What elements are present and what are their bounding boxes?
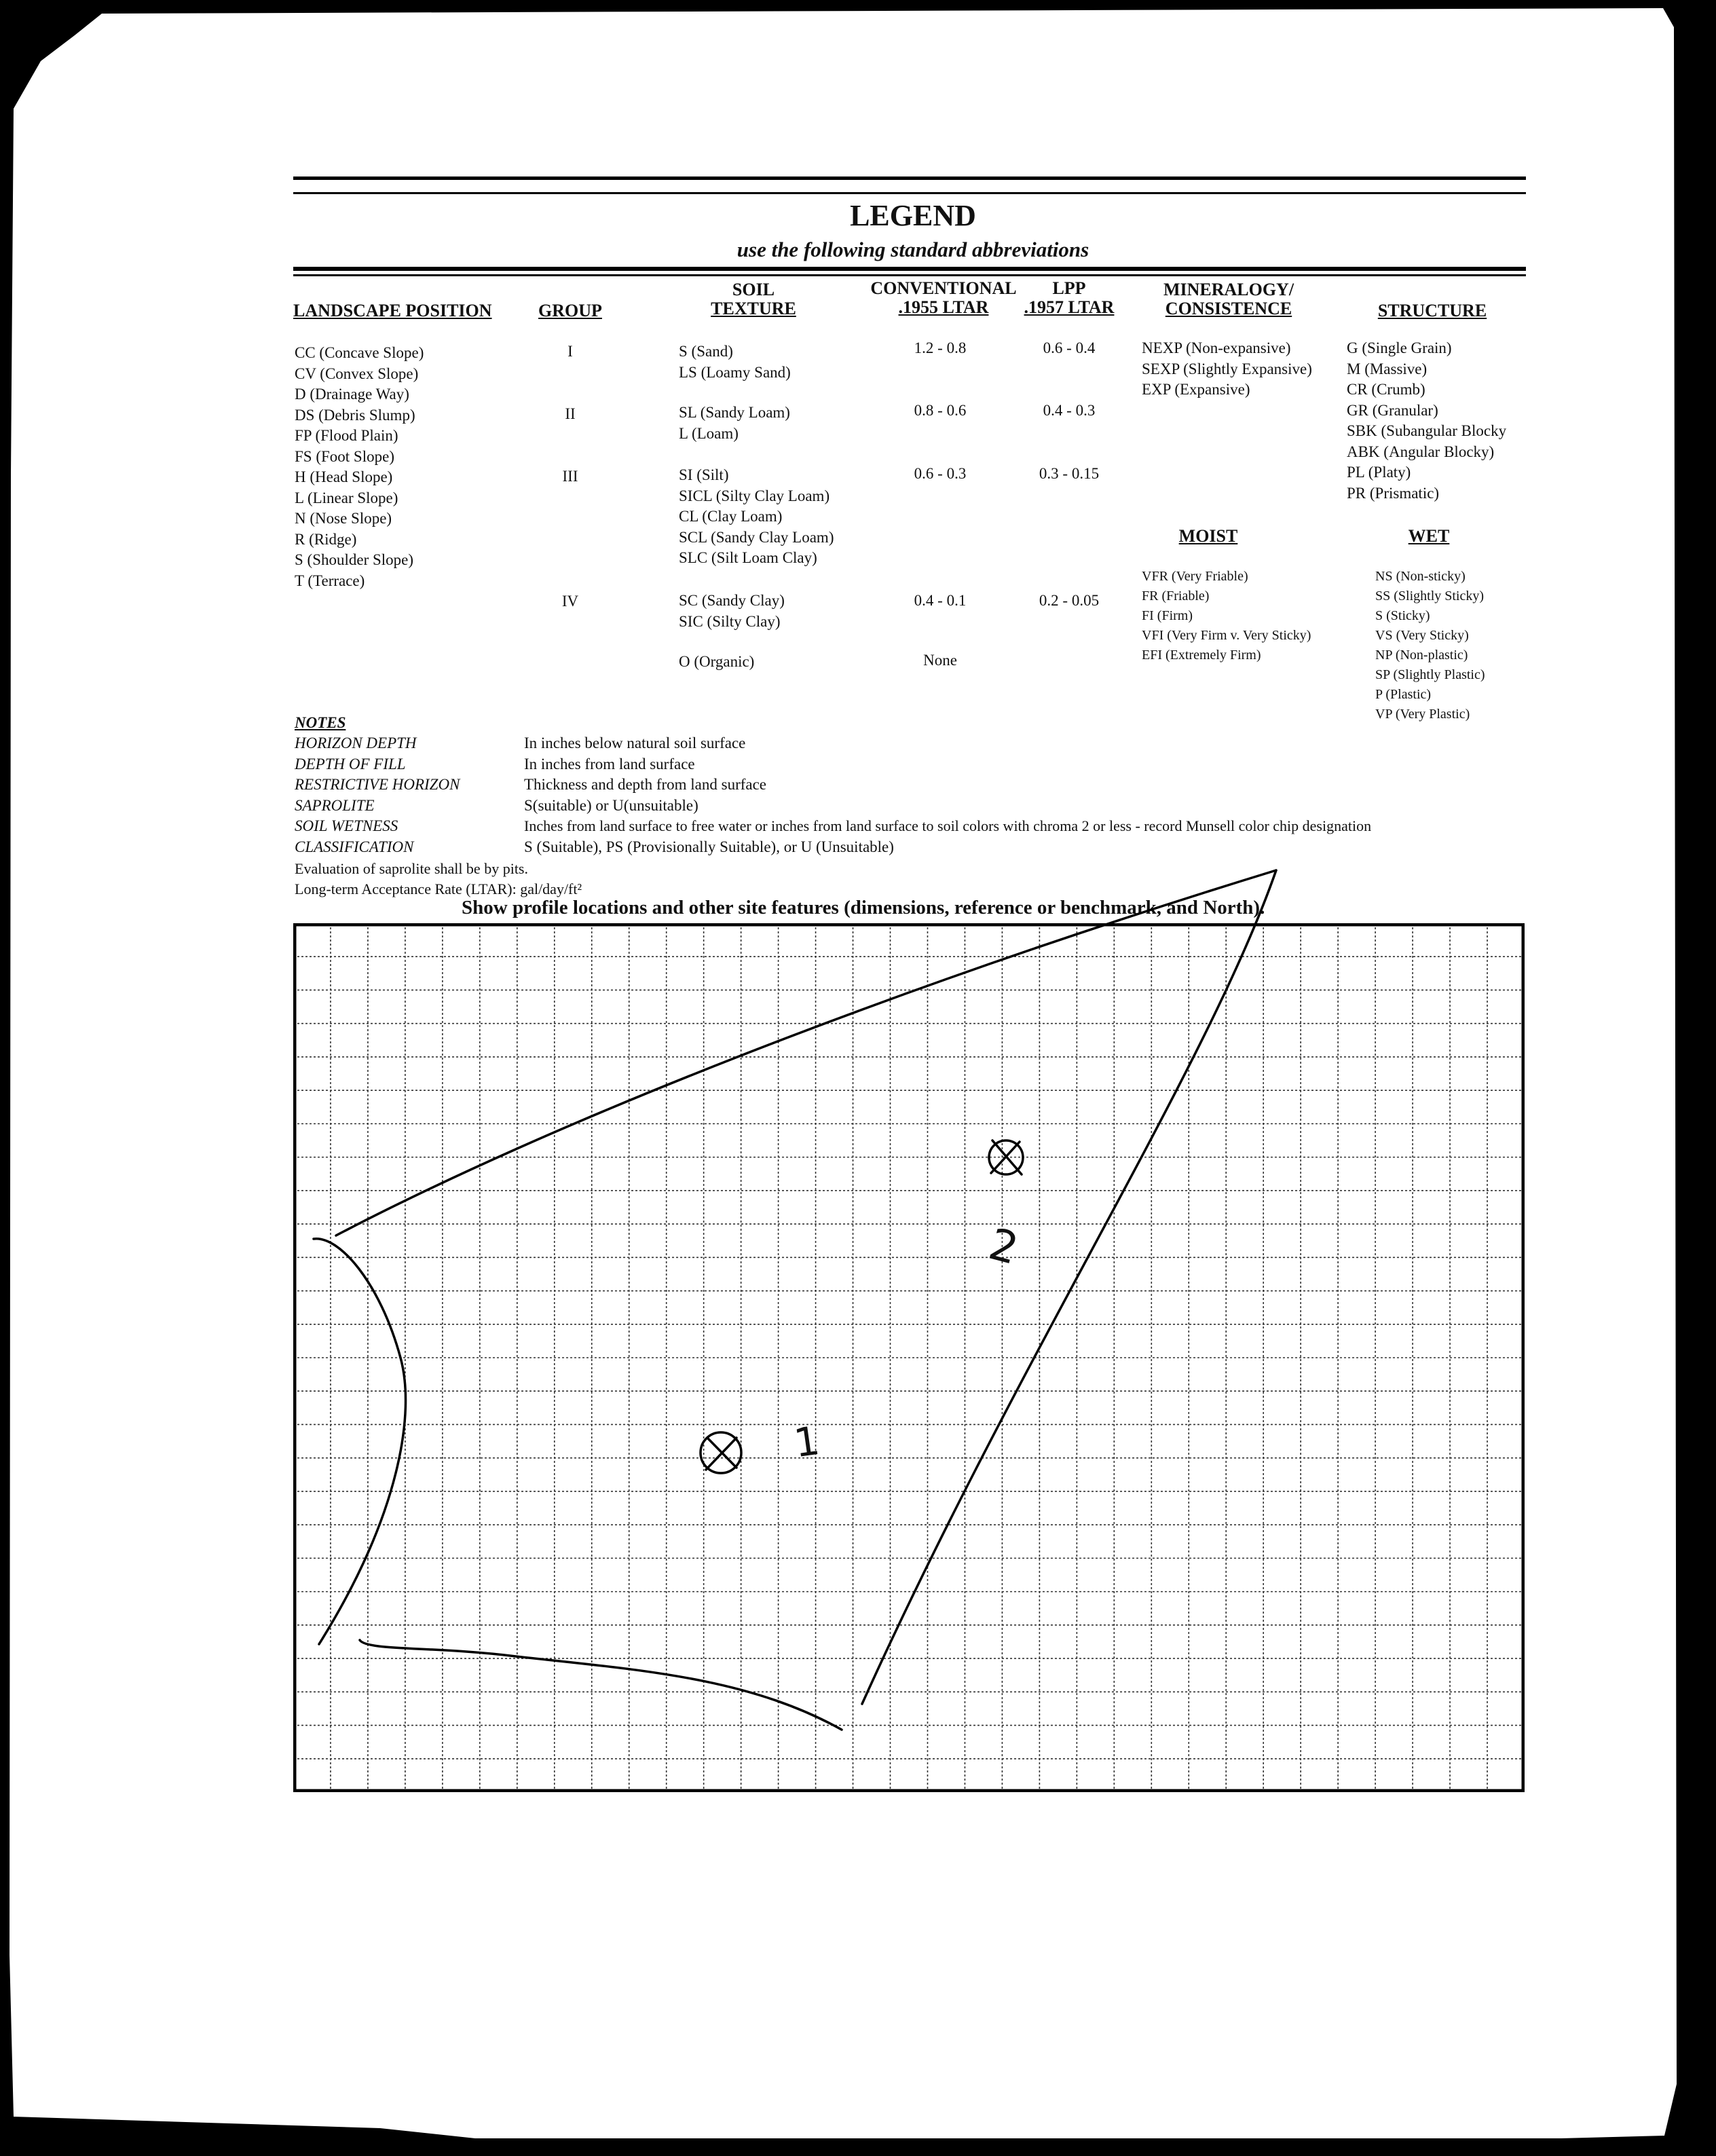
note-label: RESTRICTIVE HORIZON (295, 776, 460, 793)
list-item: L (Linear Slope) (295, 489, 398, 506)
list-item: VP (Very Plastic) (1375, 707, 1470, 722)
lpp-ltar: 0.6 - 0.4 (1043, 339, 1096, 356)
list-item: VS (Very Sticky) (1375, 628, 1469, 643)
lpp-ltar: 0.3 - 0.15 (1039, 465, 1100, 482)
note-text: In inches from land surface (524, 755, 695, 773)
conventional-ltar: 0.8 - 0.6 (914, 402, 967, 419)
col-landscape-position: LANDSCAPE POSITION (293, 301, 492, 320)
structure-list (1347, 338, 1506, 504)
list-item: EFI (Extremely Firm) (1142, 648, 1261, 663)
texture-organic: O (Organic) (679, 653, 755, 670)
note-text: Inches from land surface to free water or inches from land surface to soil colors with chroma 2 or less - record Munsell color chip designation (524, 817, 1372, 834)
col-group: GROUP (538, 301, 602, 320)
mineralogy-list (1142, 338, 1312, 401)
moist-header: MOIST (1178, 526, 1238, 546)
list-item: SL (Sandy Loam) (679, 404, 790, 421)
note-text: S(suitable) or U(unsuitable) (524, 796, 698, 814)
list-item: SLC (Silt Loam Clay) (679, 549, 817, 566)
group-label: III (562, 468, 578, 485)
legend-title: LEGEND (850, 199, 976, 232)
landscape-list (295, 343, 424, 591)
lpp-ltar: 0.4 - 0.3 (1043, 402, 1096, 419)
list-item: EXP (Expansive) (1142, 381, 1250, 398)
list-item: PR (Prismatic) (1347, 484, 1440, 502)
conventional-ltar: 0.4 - 0.1 (914, 592, 967, 609)
conventional-ltar: 0.6 - 0.3 (914, 465, 967, 482)
list-item: SP (Slightly Plastic) (1375, 667, 1485, 682)
list-item: H (Head Slope) (295, 468, 393, 485)
list-item: DS (Debris Slump) (295, 406, 415, 424)
list-item: N (Nose Slope) (295, 510, 392, 527)
list-item: ABK (Angular Blocky) (1347, 443, 1495, 460)
col-mineralogy-2: CONSISTENCE (1165, 299, 1292, 318)
list-item: SS (Slightly Sticky) (1375, 589, 1485, 603)
note-text: Thickness and depth from land surface (524, 776, 767, 793)
list-item: L (Loam) (679, 424, 739, 442)
conventional-ltar: 1.2 - 0.8 (914, 339, 967, 356)
col-conventional-1: CONVENTIONAL (870, 278, 1017, 298)
list-item: FI (Firm) (1142, 608, 1193, 623)
notes-header: NOTES (295, 714, 346, 731)
note-label: SOIL WETNESS (295, 817, 398, 834)
list-item: CL (Clay Loam) (679, 508, 783, 525)
site-sketch-grid (293, 923, 1525, 1792)
list-item: G (Single Grain) (1347, 339, 1452, 356)
header-rule-1 (293, 267, 1526, 271)
list-item: CC (Concave Slope) (295, 344, 424, 361)
grid-caption: Show profile locations and other site features (dimensions, reference or benchmark, and North). (462, 897, 1265, 918)
evaluation-note: Evaluation of saprolite shall be by pits. (295, 860, 528, 877)
list-item: S (Sticky) (1375, 608, 1430, 623)
list-item: NP (Non-plastic) (1375, 648, 1468, 663)
group-label: I (567, 343, 573, 360)
list-item: SEXP (Slightly Expansive) (1142, 360, 1312, 377)
col-lpp-2: .1957 LTAR (1024, 297, 1115, 317)
list-item: FS (Foot Slope) (295, 447, 394, 465)
moist-list (1142, 567, 1311, 665)
col-mineralogy-1: MINERALOGY/ (1163, 280, 1294, 299)
list-item: GR (Granular) (1347, 401, 1438, 419)
list-item: PL (Platy) (1347, 464, 1411, 481)
col-soil-1: SOIL (732, 280, 775, 299)
conventional-ltar: None (923, 652, 957, 669)
texture-group-4 (679, 591, 785, 632)
legend-subtitle: use the following standard abbreviations (736, 238, 1089, 261)
list-item: SICL (Silty Clay Loam) (679, 487, 830, 504)
notes-texts (524, 733, 1371, 857)
note-text: In inches below natural soil surface (524, 735, 746, 751)
list-item: M (Massive) (1347, 360, 1428, 377)
list-item: S (Sand) (679, 343, 733, 360)
list-item: SBK (Subangular Blocky (1347, 422, 1507, 439)
wet-list (1375, 567, 1485, 724)
site-label-two: 2 (984, 1219, 1024, 1276)
note-label: SAPROLITE (295, 796, 375, 814)
list-item: SI (Silt) (679, 466, 729, 483)
note-label: DEPTH OF FILL (295, 755, 406, 773)
list-item: NEXP (Non-expansive) (1142, 339, 1291, 356)
list-item: R (Ridge) (295, 530, 357, 548)
group-label: II (565, 405, 576, 422)
list-item: D (Drainage Way) (295, 386, 409, 403)
note-text: S (Suitable), PS (Provisionally Suitable), or U (Unsuitable) (524, 838, 894, 855)
texture-group-2 (679, 403, 790, 444)
group-label: IV (561, 593, 579, 610)
texture-group-1 (679, 341, 791, 383)
top-rule-2 (293, 192, 1526, 194)
lpp-ltar: 0.2 - 0.05 (1039, 592, 1100, 609)
texture-group-3 (679, 465, 834, 569)
list-item: S (Shoulder Slope) (295, 551, 414, 568)
list-item: FP (Flood Plain) (295, 427, 398, 444)
list-item: LS (Loamy Sand) (679, 363, 791, 381)
ltar-note: Long-term Acceptance Rate (LTAR): gal/day/ft² (295, 880, 582, 897)
site-label-one: 1 (791, 1417, 823, 1467)
note-label: CLASSIFICATION (295, 838, 414, 855)
list-item: CR (Crumb) (1347, 381, 1425, 398)
list-item: SIC (Silty Clay) (679, 612, 781, 630)
list-item: SC (Sandy Clay) (679, 592, 785, 609)
list-item: VFI (Very Firm v. Very Sticky) (1142, 628, 1311, 643)
list-item: T (Terrace) (295, 572, 365, 589)
col-conventional-2: .1955 LTAR (898, 297, 989, 317)
top-rule-1 (293, 176, 1526, 180)
note-label: HORIZON DEPTH (295, 735, 417, 751)
list-item: CV (Convex Slope) (295, 365, 419, 382)
col-soil-2: TEXTURE (711, 299, 796, 318)
list-item: NS (Non-sticky) (1375, 569, 1466, 584)
notes-labels (295, 733, 460, 857)
col-structure: STRUCTURE (1377, 301, 1487, 320)
list-item: FR (Friable) (1142, 589, 1210, 603)
list-item: SCL (Sandy Clay Loam) (679, 528, 834, 546)
col-lpp-1: LPP (1052, 278, 1086, 298)
header-rule-2 (293, 274, 1526, 276)
grid-lines (293, 923, 1525, 1792)
list-item: VFR (Very Friable) (1142, 569, 1248, 584)
wet-header: WET (1408, 526, 1450, 546)
list-item: P (Plastic) (1375, 687, 1432, 702)
